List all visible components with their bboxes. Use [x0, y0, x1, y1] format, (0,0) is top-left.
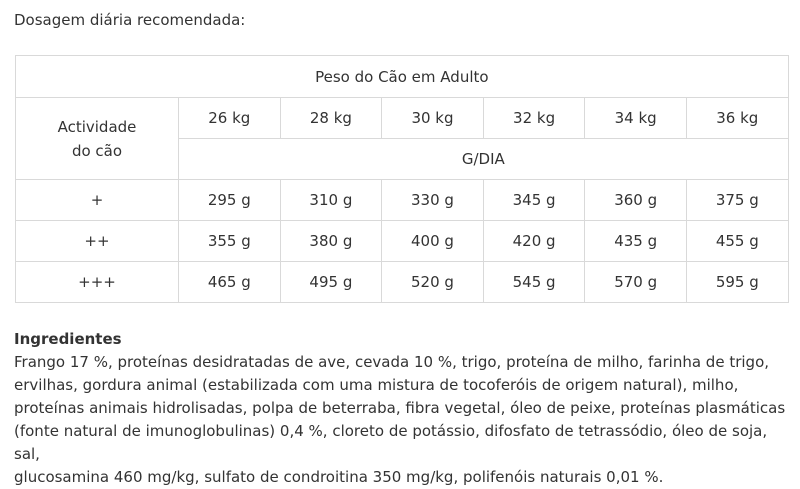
- table-weight-row: [16, 98, 789, 139]
- dose-cell: 380 g: [280, 221, 382, 262]
- dose-cell: 345 g: [483, 180, 585, 221]
- dose-cell: 355 g: [179, 221, 281, 262]
- ingredients-line: glucosamina 460 mg/kg, sulfato de condroitina 350 mg/kg, polifenóis naturais 0,01 %.: [14, 468, 664, 486]
- dose-cell: 420 g: [483, 221, 585, 262]
- activity-label-line1: Actividade: [57, 117, 137, 136]
- dose-cell: 495 g: [280, 262, 382, 303]
- dose-cell: 400 g: [382, 221, 484, 262]
- table-header-row: [16, 56, 789, 98]
- ingredients-line: ervilhas, gordura animal (estabilizada com uma mistura de tocoferóis de origem natural), milho,: [14, 376, 739, 394]
- dose-cell: 360 g: [585, 180, 687, 221]
- weight-cell: 36 kg: [686, 98, 788, 139]
- table-row: [16, 262, 789, 303]
- weight-cell: 26 kg: [179, 98, 281, 139]
- dose-cell: 375 g: [686, 180, 788, 221]
- unit-label: G/DIA: [179, 139, 789, 180]
- table-row: [16, 180, 789, 221]
- ingredients-section: [14, 328, 794, 489]
- dose-cell: 545 g: [483, 262, 585, 303]
- activity-header: [16, 98, 179, 180]
- dose-cell: 520 g: [382, 262, 484, 303]
- weight-cell: 28 kg: [280, 98, 382, 139]
- weight-group-header: Peso do Cão em Adulto: [16, 56, 789, 98]
- activity-cell: ++: [16, 221, 179, 262]
- dose-cell: 570 g: [585, 262, 687, 303]
- weight-cell: 34 kg: [585, 98, 687, 139]
- weight-cell: 30 kg: [382, 98, 484, 139]
- ingredients-line: Frango 17 %, proteínas desidratadas de ave, cevada 10 %, trigo, proteína de milho, farinha de trigo,: [14, 353, 770, 371]
- ingredients-title: Ingredientes: [14, 330, 122, 348]
- dose-cell: 595 g: [686, 262, 788, 303]
- dose-cell: 465 g: [179, 262, 281, 303]
- table-row: [16, 221, 789, 262]
- ingredients-line: proteínas animais hidrolisadas, polpa de beterraba, fibra vegetal, óleo de peixe, proteínas plasmáticas: [14, 399, 786, 417]
- dose-cell: 435 g: [585, 221, 687, 262]
- dose-cell: 330 g: [382, 180, 484, 221]
- weight-cell: 32 kg: [483, 98, 585, 139]
- dosage-table: [15, 55, 789, 303]
- dose-cell: 455 g: [686, 221, 788, 262]
- dosage-heading: Dosagem diária recomendada:: [14, 11, 246, 29]
- activity-cell: +: [16, 180, 179, 221]
- dose-cell: 295 g: [179, 180, 281, 221]
- ingredients-line: (fonte natural de imunoglobulinas) 0,4 %, cloreto de potássio, difosfato de tetrassódio, óleo de soja, sal,: [14, 422, 768, 463]
- dose-cell: 310 g: [280, 180, 382, 221]
- activity-label-line2: do cão: [71, 141, 123, 160]
- activity-cell: +++: [16, 262, 179, 303]
